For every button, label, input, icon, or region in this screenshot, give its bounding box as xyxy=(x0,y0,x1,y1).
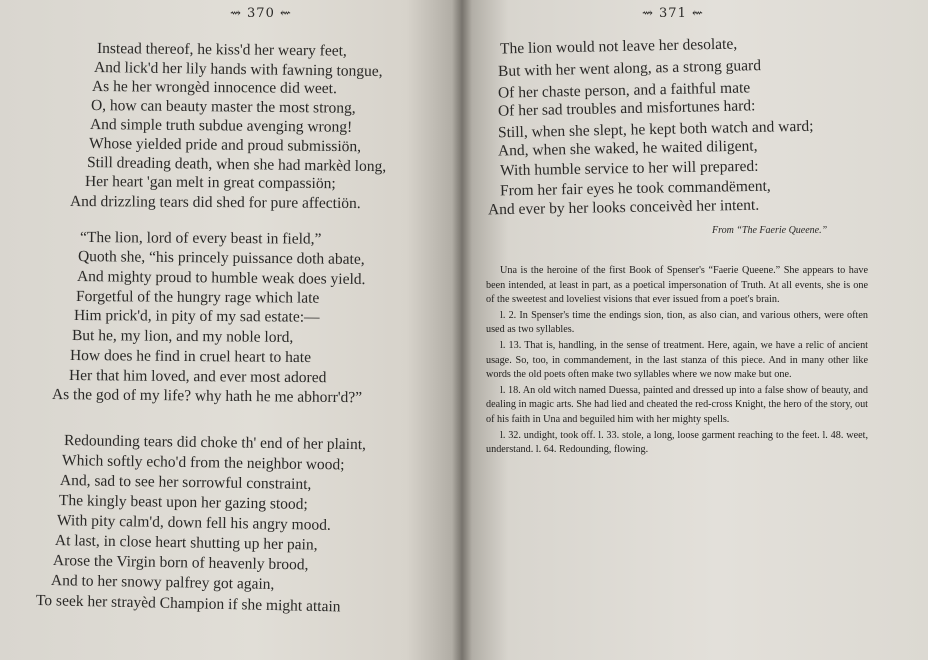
page-number-left-value: 370 xyxy=(247,6,275,21)
poem-line: But he, my lion, and my noble lord, xyxy=(71,327,294,346)
poem-line: Which softly echo'd from the neighbor wood; xyxy=(61,452,345,474)
poem-line: Whose yielded pride and proud submissiön, xyxy=(88,135,362,156)
poem-line: And ever by her looks conceivèd her intent. xyxy=(487,196,760,219)
poem-line: Still dreading death, when she had markèd long, xyxy=(86,154,387,176)
page-number-right: ⇝ 371 ⇜ xyxy=(642,6,704,21)
page-number-right-value: 371 xyxy=(659,6,687,21)
poem-line: How does he find in cruel heart to hate xyxy=(69,347,312,367)
poem-line: The lion would not leave her desolate, xyxy=(499,35,738,58)
poem-line: With pity calm'd, down fell his angry mood. xyxy=(56,512,331,534)
poem-line: And mighty proud to humble weak does yield. xyxy=(76,268,366,289)
right-page xyxy=(462,0,928,660)
footnotes xyxy=(486,264,868,459)
note-paragraph: l. 32. undight, took off. l. 33. stole, a long, loose garment reaching to the feet. l. 48. weet, understand. l. 64. Redounding, flowing. xyxy=(486,429,868,456)
poem-line: And, when she waked, he waited diligent, xyxy=(497,137,758,160)
poem-line: Of her sad troubles and misfortunes hard: xyxy=(497,97,756,120)
poem-line: And, sad to see her sorrowful constraint, xyxy=(59,472,312,493)
poem-line: Of her chaste person, and a faithful mate xyxy=(497,79,751,102)
poem-line: Redounding tears did choke th' end of her plaint, xyxy=(63,432,367,454)
poem-line: Still, when she slept, he kept both watch and ward; xyxy=(497,117,814,142)
poem-line: And lick'd her lily hands with fawning tongue, xyxy=(93,59,383,81)
poem-line: Instead thereof, he kiss'd her weary feet, xyxy=(96,40,347,60)
poem-line: As the god of my life? why hath he me abhorr'd?” xyxy=(51,386,363,407)
poem-line: But with her went along, as a strong guard xyxy=(497,57,762,80)
note-paragraph: l. 13. That is, handling, in the sense of treatment. Here, again, we have a relic of ancient usage. So, too, in commandement, in the last stanza of this piece. And in many other like words the old poets often make two syllables where we now make but one. xyxy=(486,339,868,381)
page-number-left: ⇝ 370 ⇜ xyxy=(230,6,292,21)
book-gutter xyxy=(452,0,472,660)
note-paragraph: l. 18. An old witch named Duessa, painted and dressed up into a false show of beauty, and dealing in magic arts. She had lied and cheated the red-cross Knight, the hero of the story, out of his faith in Una and beguiled him with her mighty spells. xyxy=(486,384,868,425)
note-paragraph: l. 2. In Spenser's time the endings sion, tion, as also cian, and various others, were often used as two syllables. xyxy=(486,309,868,336)
poem-line: Forgetful of the hungry rage which late xyxy=(75,288,320,307)
poem-line: Her heart 'gan melt in great compassiön; xyxy=(84,173,336,193)
poem-line: Arose the Virgin born of heavenly brood, xyxy=(52,552,309,574)
poem-line: As he her wrongèd innocence did weet. xyxy=(91,78,337,98)
poem-line: And to her snowy palfrey got again, xyxy=(50,572,275,593)
poem-line: At last, in close heart shutting up her pain, xyxy=(54,532,318,554)
poem-line: To seek her strayèd Champion if she might attain xyxy=(35,592,341,616)
poem-line: From her fair eyes he took commandëment, xyxy=(499,177,771,200)
poem-line: And simple truth subdue avenging wrong! xyxy=(89,116,353,136)
poem-line: Quoth she, “his princely puissance doth abate, xyxy=(77,248,365,269)
left-page xyxy=(0,0,462,660)
poem-line: The kingly beast upon her gazing stood; xyxy=(58,492,308,513)
poem-line: O, how can beauty master the most strong, xyxy=(90,97,356,117)
poem-line: With humble service to her will prepared: xyxy=(499,157,759,180)
poem-line: And drizzling tears did shed for pure affectiön. xyxy=(69,193,361,213)
poem-line: Him prick'd, in pity of my sad estate:— xyxy=(73,307,320,326)
poem-line: Her that him loved, and ever most adored xyxy=(68,367,327,387)
note-paragraph: Una is the heroine of the first Book of Spenser's “Faerie Queene.” She appears to have been intended, at least in part, as a poetical impersonation of Truth. At all events, she is one of the sweetest and loveliest visions that ever issued from a poet's brain. xyxy=(486,265,868,306)
attribution: From “The Faerie Queene.” xyxy=(712,225,828,236)
poem-line: “The lion, lord of every beast in field,” xyxy=(79,229,322,248)
